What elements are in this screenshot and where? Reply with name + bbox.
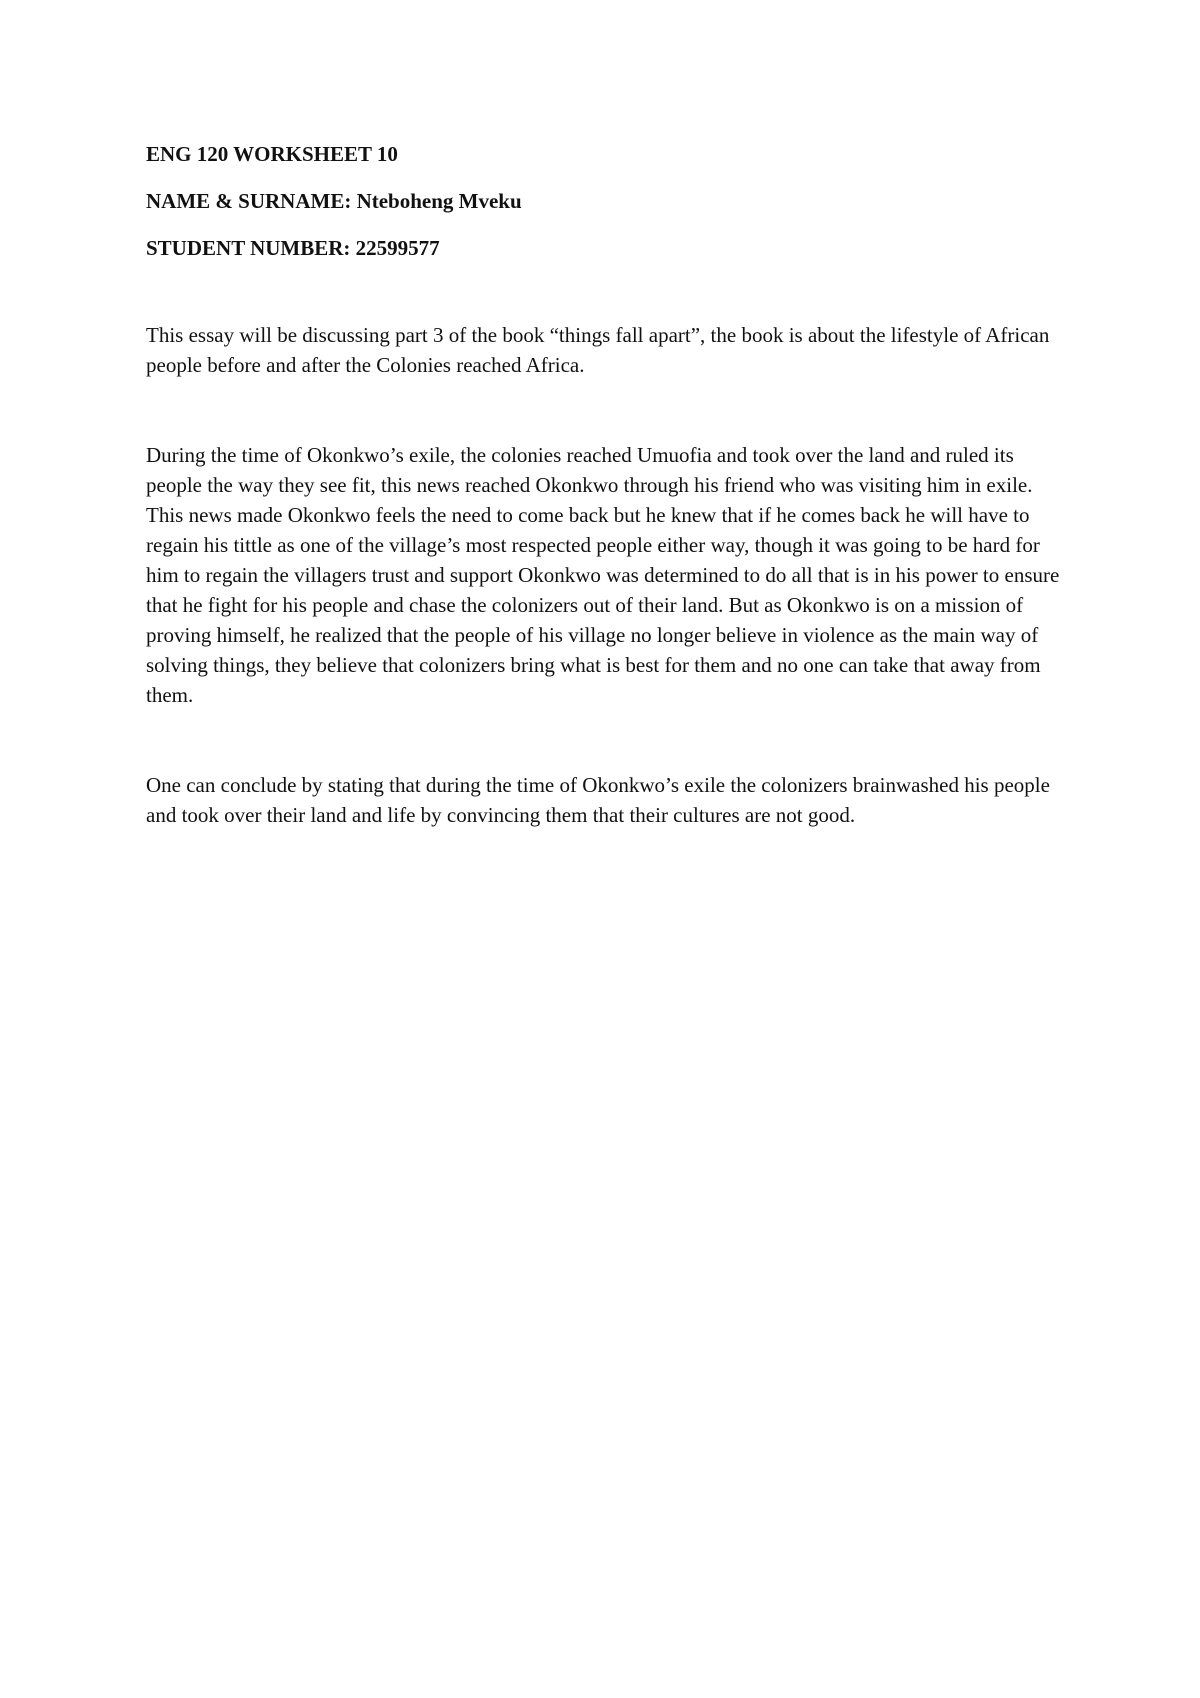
document-body — [146, 140, 1066, 830]
student-name-line: NAME & SURNAME: Nteboheng Mveku — [146, 189, 522, 213]
essay-intro-paragraph: This essay will be discussing part 3 of the book “things fall apart”, the book is about the lifestyle of African people before and after the Colonies reached Africa. — [146, 323, 1050, 377]
student-number-line: STUDENT NUMBER: 22599577 — [146, 236, 440, 260]
worksheet-title: ENG 120 WORKSHEET 10 — [146, 142, 398, 166]
essay-body-paragraph: During the time of Okonkwo’s exile, the colonies reached Umuofia and took over the land and ruled its people the way they see fit, this news reached Okonkwo through his friend who was visiting him in exile. This news made Okonkwo feels the need to come back but he knew that if he comes back he will have to regain his tittle as one of the village’s most respected people either way, though it was going to be hard for him to regain the villagers trust and support Okonkwo was determined to do all that is in his power to ensure that he fight for his people and chase the colonizers out of their land. But as Okonkwo is on a mission of proving himself, he realized that the people of his village no longer believe in violence as the main way of solving things, they believe that colonizers bring what is best for them and no one can take that away from them. — [146, 443, 1060, 707]
essay-conclusion-paragraph: One can conclude by stating that during the time of Okonkwo’s exile the colonizers brainwashed his people and took over their land and life by convincing them that their cultures are not good. — [146, 773, 1050, 827]
